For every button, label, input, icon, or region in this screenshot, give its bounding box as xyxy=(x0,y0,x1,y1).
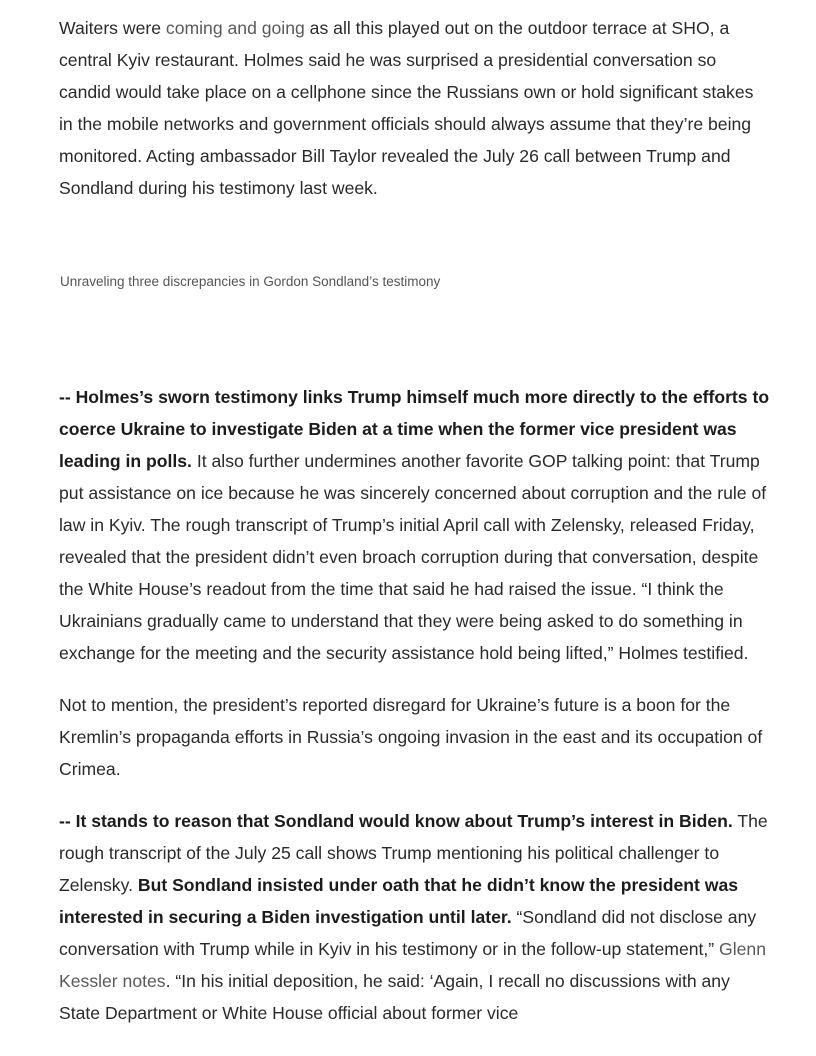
paragraph-text: The rough transcript of the July 25 call shows Trump mentioning his political challenger to Zelensky. xyxy=(59,811,768,895)
paragraph-holmes-testimony xyxy=(59,381,771,669)
bold-lead: -- Holmes’s sworn testimony links Trump himself much more directly to the efforts to coerce Ukraine to investigate Biden at a time when the former vice president was leading in polls. xyxy=(59,387,770,471)
paragraph-sondland xyxy=(59,805,771,1029)
related-article-caption[interactable]: Unraveling three discrepancies in Gordon Sondland’s testimony xyxy=(60,274,441,289)
paragraph-text: “Sondland did not disclose any conversation with Trump while in Kyiv in his testimony or in the follow-up statement,” xyxy=(59,907,757,959)
bold-emphasis: But Sondland insisted under oath that he didn’t know the president was interested in securing a Biden investigation until later. xyxy=(59,875,739,927)
paragraph-kremlin: Not to mention, the president’s reported disregard for Ukraine’s future is a boon for the Kremlin’s propaganda efforts in Russia’s ongoing invasion in the east and its occupation of Crimea. xyxy=(59,695,763,779)
coming-and-going-link[interactable]: coming and going xyxy=(165,18,305,38)
paragraph-text: It also further undermines another favorite GOP talking point: that Trump put assistance on ice because he was sincerely concerned about corruption and the rule of law in Kyiv. The rough transcript of Trump’s initial April call with Zelensky, released Friday, revealed that the president didn’t even broach corruption during that conversation, despite the White House’s readout from the time that said he had raised the issue. “I think the Ukrainians gradually came to understand that they were being asked to do something in exchange for the meeting and the security assistance hold being lifted,” Holmes testified. xyxy=(59,451,767,663)
bold-lead: -- It stands to reason that Sondland would know about Trump’s interest in Biden. xyxy=(59,811,733,831)
paragraph-text: Waiters were xyxy=(59,18,166,38)
glenn-kessler-link[interactable]: Glenn Kessler notes xyxy=(59,939,766,991)
paragraph-terrace xyxy=(59,12,771,204)
paragraph-text: as all this played out on the outdoor terrace at SHO, a central Kyiv restaurant. Holmes said he was surprised a presidential conversation so candid would take place on a cellphone since the Russians own or hold significant stakes in the mobile networks and government officials should always assume that they’re being monitored. Acting ambassador Bill Taylor revealed the July 26 call between Trump and Sondland during his testimony last week. xyxy=(59,18,754,198)
article-body xyxy=(59,12,771,1029)
paragraph-text: . “In his initial deposition, he said: ‘Again, I recall no discussions with any State Department or White House official about former vice xyxy=(59,971,730,1023)
